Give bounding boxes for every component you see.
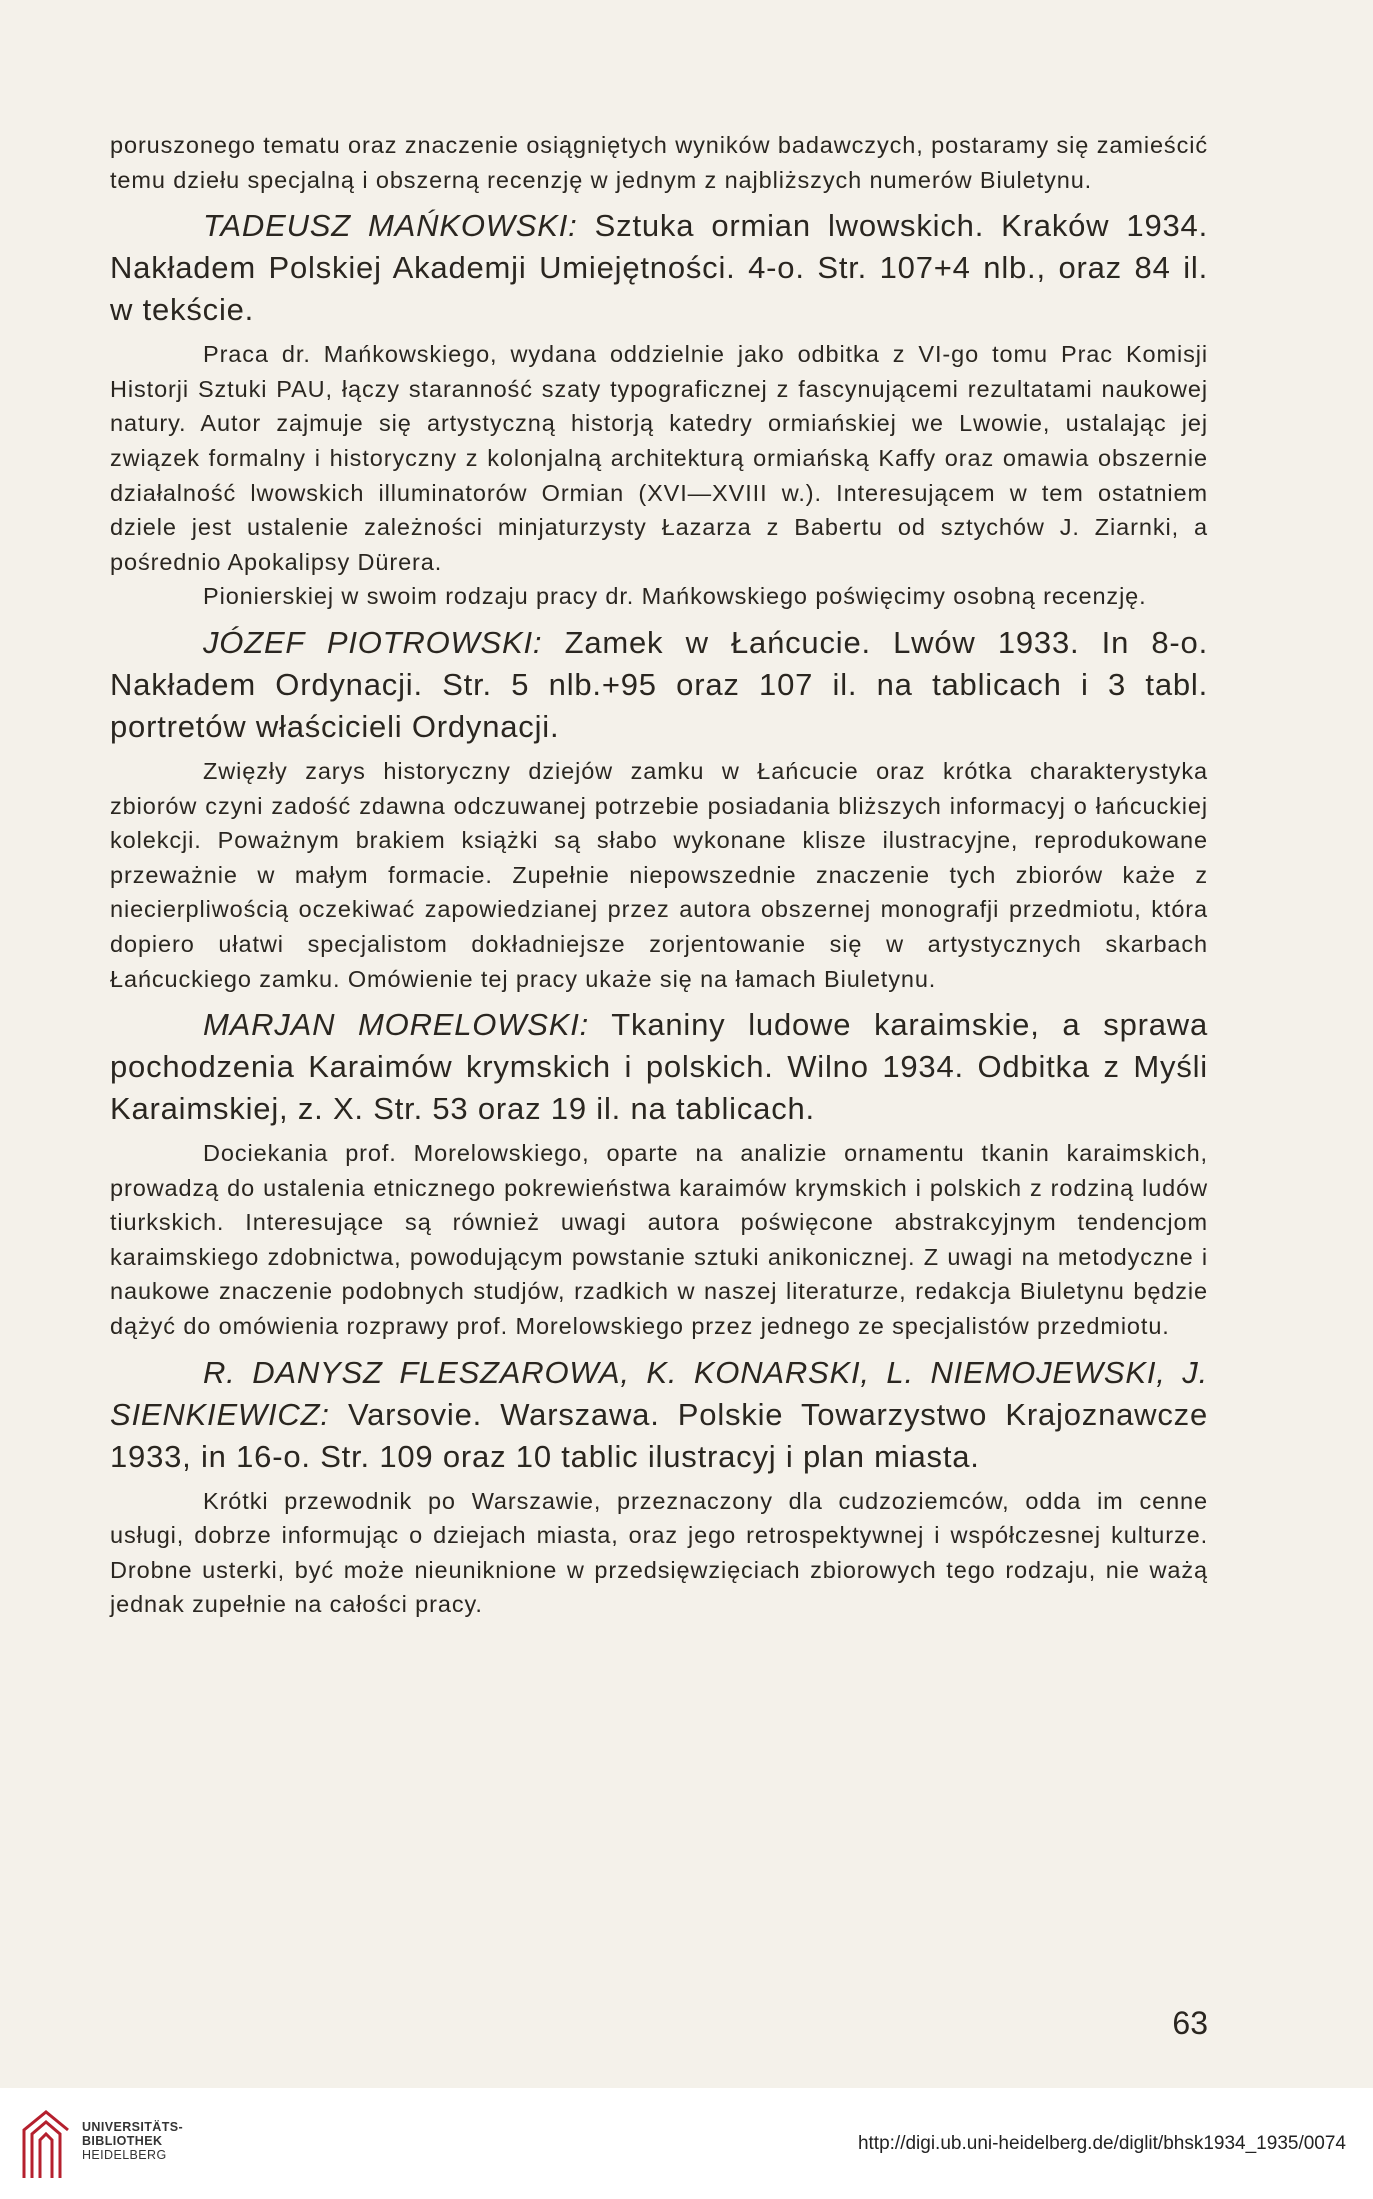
review-heading <box>110 1352 1208 1478</box>
review-body <box>110 1136 1208 1344</box>
source-url-link[interactable]: http://digi.ub.uni-heidelberg.de/diglit/bhsk1934_1935/0074 <box>857 2133 1346 2154</box>
review-heading <box>110 622 1208 748</box>
review-paragraph: Krótki przewodnik po Warszawie, przeznaczony dla cudzoziemców, odda im cenne usługi, dobrze informując o dziejach miasta, oraz jego retrospektywnej i współczesnej kulturze. Drobne usterki, być może nieuniknione w przedsięwzięciach zbiorowych tego rodzaju, nie ważą jednak zupełnie na całości pracy. <box>110 1487 1208 1618</box>
review-author: TADEUSZ MAŃKOWSKI: <box>203 208 578 244</box>
library-name-line: BIBLIOTHEK <box>82 2134 163 2148</box>
library-name-line: UNIVERSITÄTS- <box>82 2120 184 2134</box>
review-paragraph: Dociekania prof. Morelowskiego, oparte na analizie ornamentu tkanin karaimskich, prowadzą do ustalenia etnicznego pokrewieństwa karaimów krymskich i polskich z rodziną ludów tiurkskich. Interesujące są również uwagi autora poświęcone abstrakcyjnym tendencjom karaimskiego zdobnictwa, powodującym powstanie sztuki anikonicznej. Z uwagi na metodyczne i naukowe znaczenie podobnych studjów, rzadkich w naszej literaturze, redakcja Biuletynu będzie dążyć do omówienia rozprawy prof. Morelowskiego przez jednego ze specjalistów przedmiotu. <box>110 1140 1208 1340</box>
review-paragraph: Praca dr. Mańkowskiego, wydana oddzielnie jako odbitka z VI-go tomu Prac Komisji Historji Sztuki PAU, łączy staranność szaty typograficznej z fascynującemi rezultatami naukowej natury. Autor zajmuje się artystyczną historją katedry ormiańskiej we Lwowie, ustalając jej związek formalny i historyczny z kolonjalną architekturą ormiańską Kaffy oraz omawia obszernie działalność lwowskich illuminatorów Ormian (XVI—XVIII w.). Interesującem w tem ostatniem dziele jest ustalenie zależności minjaturzysty Łazarza z Babertu od sztychów J. Ziarnki, a pośrednio Apokalipsy Dürera. <box>110 341 1208 575</box>
intro-paragraph: poruszonego tematu oraz znaczenie osiągniętych wyników badawczych, postaramy się zamieścić temu dziełu specjalną i obszerną recenzję w jednym z najbliższych numerów Biuletynu. <box>110 132 1208 193</box>
footer-bar <box>0 2088 1373 2199</box>
library-name-line: HEIDELBERG <box>82 2148 167 2162</box>
library-name <box>82 2120 183 2162</box>
review-title: Tkaniny ludowe karaimskie, a sprawa pochodzenia Karaimów krymskich i polskich. Wilno 1934. Odbitka z Myśli Karaimskiej, z. X. Str. 53 oraz 19 il. na tablicach. <box>110 1007 1209 1127</box>
review-title: Sztuka ormian lwowskich. Kraków 1934. Nakładem Polskiej Akademji Umiejętności. 4-o. Str. 107+4 nlb., oraz 84 il. w tekście. <box>110 208 1209 328</box>
review-body <box>110 1484 1208 1622</box>
review-morelowski <box>110 1004 1208 1344</box>
review-title: Varsovie. Warszawa. Polskie Towarzystwo Krajoznawcze 1933, in 16-o. Str. 109 oraz 10 tablic ilustracyj i plan miasta. <box>110 1396 1208 1474</box>
review-varsovie <box>110 1352 1208 1622</box>
review-body <box>110 754 1208 996</box>
review-paragraph: Pionierskiej w swoim rodzaju pracy dr. Mańkowskiego poświęcimy osobną recenzję. <box>203 583 1147 610</box>
review-author: R. DANYSZ FLESZAROWA, K. KONARSKI, L. NIEMOJEWSKI, J. SIENKIEWICZ: <box>110 1354 1208 1432</box>
review-mankowski <box>110 205 1208 614</box>
page-content <box>110 128 1208 1622</box>
review-author: JÓZEF PIOTROWSKI: <box>203 624 543 660</box>
library-logo-icon <box>16 2102 74 2182</box>
page-number: 63 <box>1172 2005 1208 2041</box>
review-heading <box>110 1004 1208 1130</box>
review-author: MARJAN MORELOWSKI: <box>203 1007 590 1043</box>
review-title: Zamek w Łańcucie. Lwów 1933. In 8-o. Nakładem Ordynacji. Str. 5 nlb.+95 oraz 107 il. na tablicach i 3 tabl. portretów właścicieli Ordynacji. <box>110 624 1208 744</box>
review-piotrowski <box>110 622 1208 996</box>
review-body <box>110 337 1208 614</box>
review-paragraph: Zwięzły zarys historyczny dziejów zamku w Łańcucie oraz krótka charakterystyka zbiorów czyni zadość zdawna odczuwanej potrzebie posiadania bliższych informacyj o łańcuckiej kolekcji. Poważnym brakiem książki są słabo wykonane klisze ilustracyjne, reprodukowane przeważnie w małym formacie. Zupełnie niepowszednie znaczenie tych zbiorów każe z niecierpliwością oczekiwać zapowiedzianej przez autora obszernej monografji przedmiotu, która dopiero ułatwi specjalistom dokładniejsze zorjentowanie się w artystycznych skarbach Łańcuckiego zamku. Omówienie tej pracy ukaże się na łamach Biuletynu. <box>110 757 1208 992</box>
review-heading <box>110 205 1208 331</box>
